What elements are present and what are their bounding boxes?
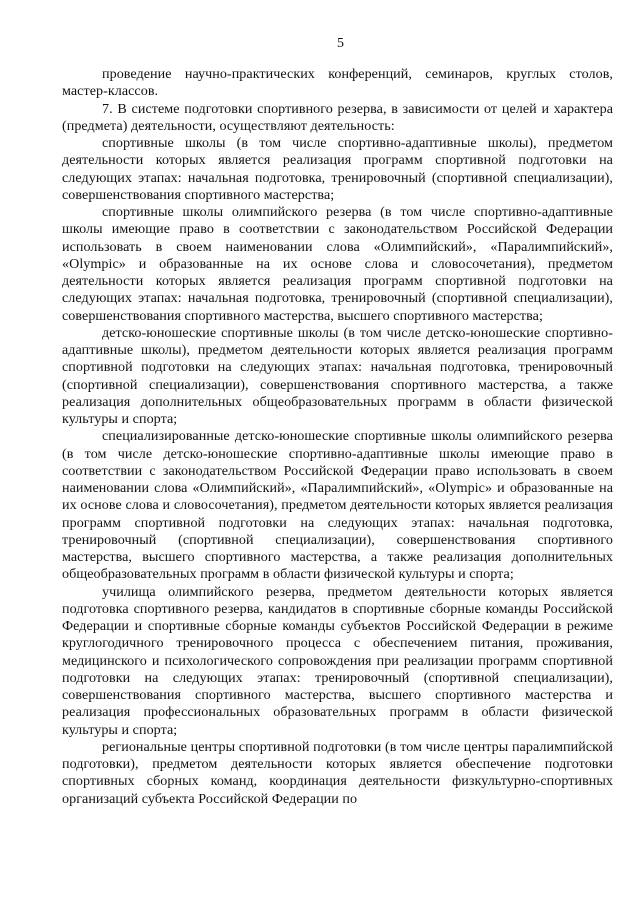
paragraph-olympic-reserve-schools: спортивные школы олимпийского резерва (в том числе спортивно-адаптивные школы имеющие право в соответствии с законодательством Российской Федерации использовать в своем наименовании слова «Олимпийский», «Паралимпийский», «Olympic» и образованные на их основе слова и словосочетания), предметом деятельности которых является реализация программ спортивной подготовки на следующих этапах: начальная подготовка, тренировочный (спортивной специализации), совершенствования спортивного мастерства, высшего спортивного мастерства; [62, 204, 613, 324]
paragraph-olympic-reserve-colleges: училища олимпийского резерва, предметом деятельности которых является подготовка спортивного резерва, кандидатов в спортивные сборные команды Российской Федерации и спортивные сборные команды субъектов Российской Федерации в режиме круглогодичного тренировочного процесса с обеспечением питания, проживания, медицинского и психологического сопровождения при реализации программ спортивной подготовки на следующих этапах: тренировочный (спортивной специализации), совершенствования спортивного мастерства, высшего спортивного мастерства и реализация профессиональных образовательных программ в области физической культуры и спорта; [62, 583, 613, 738]
paragraph-sports-schools: спортивные школы (в том числе спортивно-адаптивные школы), предметом деятельности которых является реализация программ спортивной подготовки на следующих этапах: начальная подготовка, тренировочный (спортивной специализации), совершенствования спортивного мастерства; [62, 135, 613, 203]
document-body [62, 66, 613, 808]
paragraph-specialized-youth-schools: специализированные детско-юношеские спортивные школы олимпийского резерва (в том числе детско-юношеские спортивно-адаптивные школы имеющие право в соответствии с законодательством Российской Федерации право использовать в своем наименовании слова «Олимпийский», «Паралимпийский», «Olympic» и образованные на их основе слова и словосочетания), предметом деятельности которых является реализация программ спортивной подготовки на следующих этапах: начальная подготовка, тренировочный (спортивной специализации), совершенствования спортивного мастерства, высшего спортивного мастерства, а также реализация дополнительных общеобразовательных программ в области физической культуры и спорта; [62, 428, 613, 583]
paragraph-youth-sports-schools: детско-юношеские спортивные школы (в том числе детско-юношеские спортивно-адаптивные школы), предметом деятельности которых является реализация программ спортивной подготовки на следующих этапах: начальная подготовка, тренировочный (спортивной специализации), совершенствования спортивного мастерства, а также реализация дополнительных общеобразовательных программ в области физической культуры и спорта; [62, 324, 613, 427]
paragraph-item-7: 7. В системе подготовки спортивного резерва, в зависимости от целей и характера (предмета) деятельности, осуществляют деятельность: [62, 100, 613, 134]
page-number: 5 [337, 36, 344, 51]
paragraph-continuation: проведение научно-практических конференций, семинаров, круглых столов, мастер-классов. [62, 66, 613, 100]
paragraph-regional-centers: региональные центры спортивной подготовки (в том числе центры паралимпийской подготовки), предметом деятельности которых является обеспечение подготовки спортивных сборных команд, координация деятельности физкультурно-спортивных организаций субъекта Российской Федерации по [62, 738, 613, 807]
